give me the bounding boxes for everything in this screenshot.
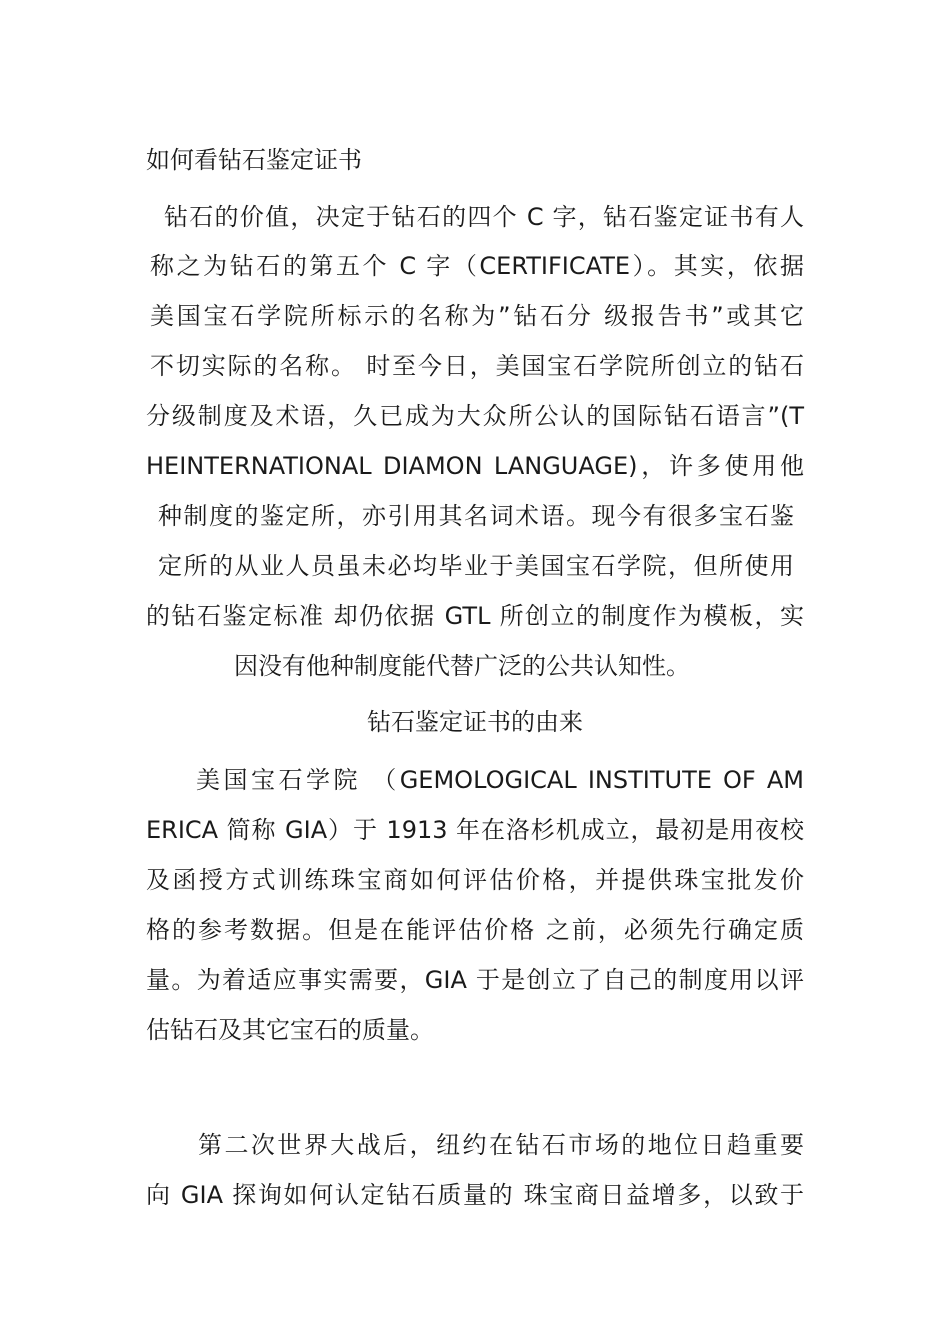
paragraph-2-line-1: 美国宝石学院 （GEMOLOGICAL INSTITUTE OF AM [196,766,804,794]
paragraph-1-line-4: 不切实际的名称。 时至今日，美国宝石学院所创立的钻石 [150,352,804,380]
paragraph-1-line-7: 种制度的鉴定所，亦引用其名词术语。现今有很多宝石鉴 [158,502,794,530]
paragraph-1-line-1: 钻石的价值，决定于钻石的四个 C 字，钻石鉴定证书有人 [164,203,804,231]
document-title: 如何看钻石鉴定证书 [146,146,362,174]
paragraph-1-line-10: 因没有他种制度能代替广泛的公共认知性。 [234,652,690,680]
paragraph-2-line-5: 量。为着适应事实需要，GIA 于是创立了自己的制度用以评 [146,966,804,994]
section-heading: 钻石鉴定证书的由来 [367,708,583,736]
paragraph-2-line-2: ERICA 简称 GIA）于 1913 年在洛杉机成立，最初是用夜校 [146,816,804,844]
paragraph-1-line-3: 美国宝石学院所标示的名称为”钻石分 级报告书”或其它 [150,302,804,330]
paragraph-1-line-9: 的钻石鉴定标准 却仍依据 GTL 所创立的制度作为模板，实 [146,602,804,630]
paragraph-3-line-2: 向 GIA 探询如何认定钻石质量的 珠宝商日益增多，以致于 [146,1181,804,1209]
paragraph-1-line-5: 分级制度及术语，久已成为大众所公认的国际钻石语言”(T [146,402,804,430]
paragraph-2-line-3: 及函授方式训练珠宝商如何评估价格，并提供珠宝批发价 [146,866,804,894]
paragraph-1-line-8: 定所的从业人员虽未必均毕业于美国宝石学院，但所使用 [158,552,794,580]
paragraph-1-line-2: 称之为钻石的第五个 C 字（CERTIFICATE）。其实，依据 [150,252,804,280]
paragraph-3-line-1: 第二次世界大战后，纽约在钻石市场的地位日趋重要 [198,1131,804,1159]
paragraph-2-line-4: 格的参考数据。但是在能评估价格 之前，必须先行确定质 [146,916,804,944]
paragraph-2-line-6: 估钻石及其它宝石的质量。 [146,1016,434,1044]
paragraph-1-line-6: HEINTERNATIONAL DIAMON LANGUAGE)，许多使用他 [146,452,804,480]
